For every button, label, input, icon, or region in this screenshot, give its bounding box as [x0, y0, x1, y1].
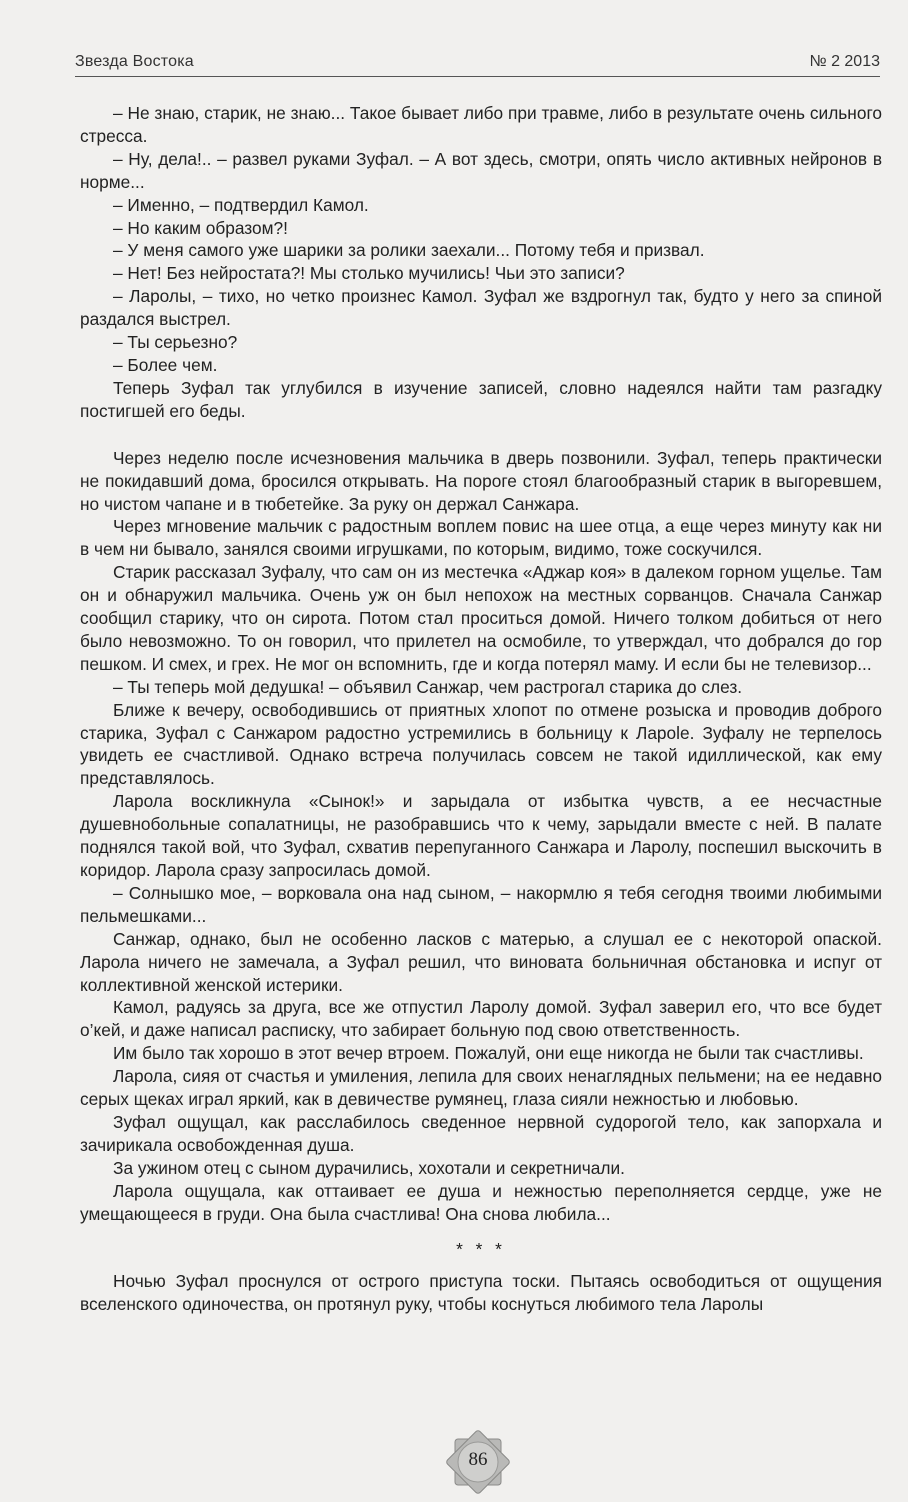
journal-title: Звезда Востока [75, 53, 194, 70]
header-divider [75, 76, 880, 77]
section-separator: * * * [456, 1238, 506, 1259]
paragraph: Теперь Зуфал так углубился в изучение записей, словно надеялся найти там разгадку постигшей его беды. [80, 377, 882, 421]
paragraph: Ближе к вечеру, освободившись от приятных хлопот по отмене розыска и проводив доброго старика, Зуфал с Санжаром радостно устремились в больницу к Ларole. Зуфалу не терпелось увидеть ее счастливой. Однако встреча получилась совсем не такой идиллической, как ему представлялось. [80, 699, 882, 789]
paragraph: – Ну, дела!.. – развел руками Зуфал. – А вот здесь, смотри, опять число активных нейронов в норме... [80, 148, 882, 192]
paragraph: – Не знаю, старик, не знаю... Такое бывает либо при травме, либо в результате очень сильного стресса. [80, 103, 882, 146]
paragraph: – Ларолы, – тихо, но четко произнес Камол. Зуфал же вздрогнул так, будто у него за спиной раздался выстрел. [80, 286, 882, 330]
paragraph: Им было так хорошо в этот вечер втроем. Пожалуй, они еще никогда не были так счастливы. [113, 1043, 864, 1064]
section-gap [80, 423, 882, 447]
paragraph: Через неделю после исчезновения мальчика в дверь позвонили. Зуфал, теперь практически не покидавший дома, бросился открывать. На пороге стоял благообразный старик в выгоревшем, но чистом чапане и в тюбетейке. За руку он держал Санжара. [80, 447, 882, 514]
issue-number: № 2 2013 [809, 53, 880, 70]
paragraph: Через мгновение мальчик с радостным воплем повис на шее отца, а еще через минуту как ни в чем ни бывало, занялся своими игрушками, по которым, видимо, тоже соскучился. [80, 516, 882, 560]
paragraph: Камол, радуясь за друга, все же отпустил Ларолу домой. Зуфал заверил его, что все будет о’кей, и даже написал расписку, что забирает больную под свою ответственность. [80, 997, 882, 1041]
paragraph: – У меня самого уже шарики за ролики заехали... Потому тебя и призвал. [113, 240, 705, 261]
paragraph: Ночью Зуфал проснулся от острого приступа тоски. Пытаясь освободиться от ощущения вселенского одиночества, он протянул руку, чтобы коснуться любимого тела Ларолы [80, 1271, 882, 1315]
paragraph: Старик рассказал Зуфалу, что сам он из местечка «Аджар коя» в далеком горном ущелье. Там он и обнаружил мальчика. Очень уж он был непохож на местных сорванцов. Сначала Санжар сообщил старику, что он сирота. Потом стал проситься домой. Ничего толком добиться от него было невозможно. То он говорил, что прилетел на осмобиле, то утверждал, что добрался до гор пешком. И смех, и грех. Не мог он вспомнить, где и когда потерял маму. И если бы не телевизор... [80, 562, 882, 674]
body-text [80, 102, 882, 1316]
page-number-badge [440, 1424, 516, 1500]
paragraph: – Ты серьезно? [113, 332, 238, 353]
paragraph: Ларола воскликнула «Сынок!» и зарыдала от избытка чувств, а ее несчастные душевнобольные сопалатницы, не разобравшись что к чему, зарыдали вместе с ней. В палате поднялся такой вой, что Зуфал, схватив перепуганного Санжара и Ларолу, поспешил выскочить в коридор. Ларола сразу запросилась домой. [80, 791, 882, 880]
paragraph: Ларола ощущала, как оттаивает ее душа и нежностью переполняется сердце, уже не умещающееся в груди. Она была счастлива! Она снова любила... [80, 1180, 882, 1224]
paragraph: – Ты теперь мой дедушка! – объявил Санжар, чем растрогал старика до слез. [113, 676, 743, 697]
paragraph: Санжар, однако, был не особенно ласков с матерью, а слушал ее с некоторой опаской. Ларола ничего не замечала, а Зуфал решил, что виновата больничная обстановка и испуг от коллективной женской истерики. [80, 928, 882, 995]
paragraph: Ларола, сияя от счастья и умиления, лепила для своих ненаглядных пельмени; на ее недавно серых щеках играл яркий, как в девичестве румянец, глаза сияли нежностью и любовью. [80, 1066, 882, 1110]
paragraph: – Именно, – подтвердил Камол. [113, 194, 369, 215]
paragraph: – Но каким образом?! [113, 217, 288, 238]
paragraph: – Солнышко мое, – ворковала она над сыном, – накормлю я тебя сегодня твоими любимыми пельмешками... [80, 882, 882, 926]
page-number: 86 [468, 1449, 488, 1470]
running-header [75, 50, 880, 76]
paragraph: За ужином отец с сыном дурачились, хохотали и секретничали. [113, 1157, 625, 1178]
paragraph: Зуфал ощущал, как расслабилось сведенное нервной судорогой тело, как запорхала и зачирикала освобожденная душа. [80, 1111, 882, 1155]
paragraph: – Нет! Без нейростата?! Мы столько мучились! Чьи это записи? [113, 263, 625, 284]
paragraph: – Более чем. [113, 354, 218, 375]
